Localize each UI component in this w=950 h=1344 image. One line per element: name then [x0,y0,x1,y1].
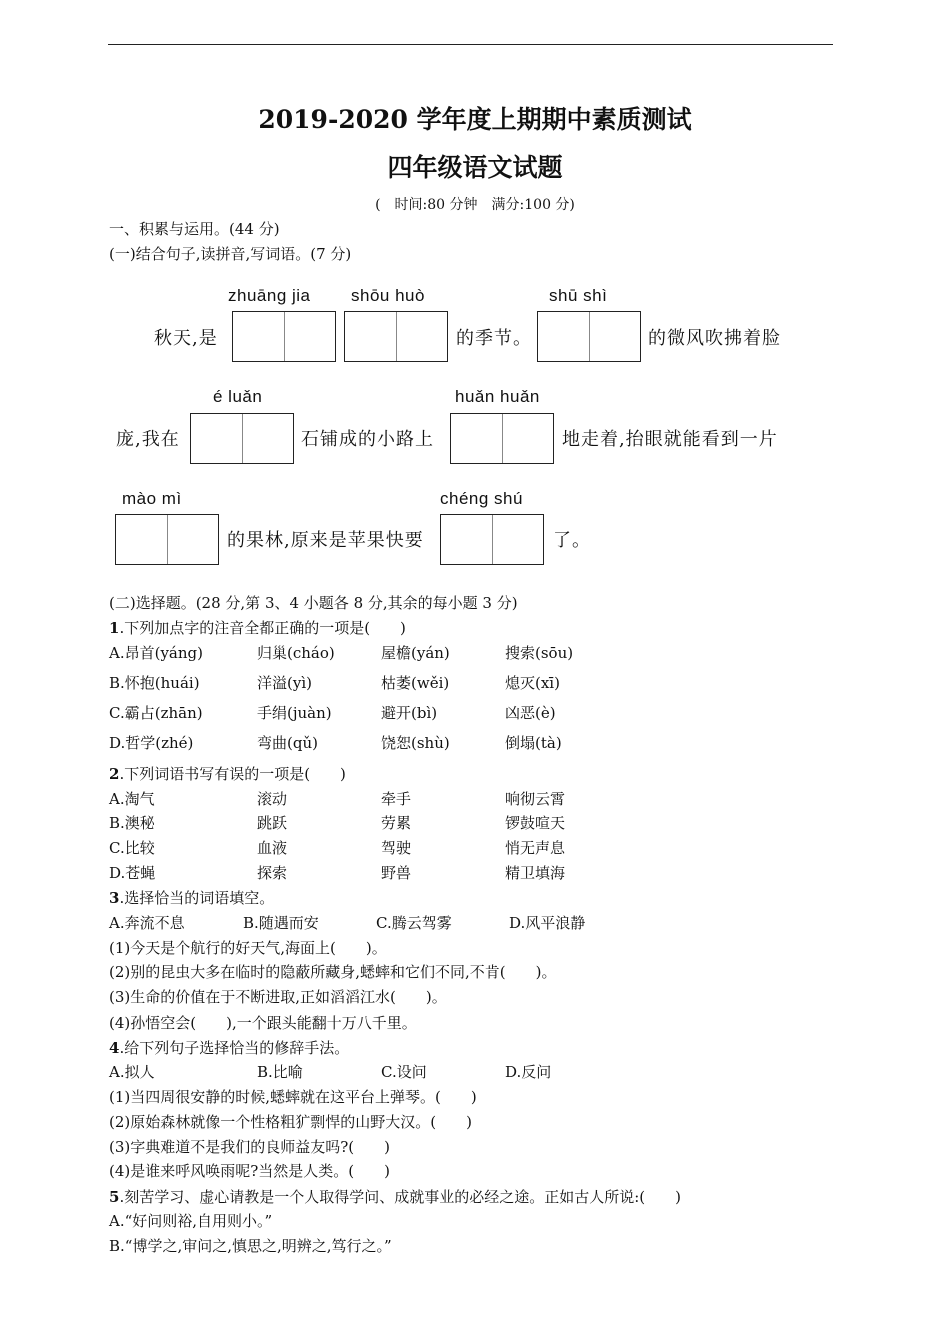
q2-option-b4: 锣鼓喧天 [505,814,566,832]
q5-option-b: B.“博学之,审问之,慎思之,明辨之,笃行之。” [109,1237,392,1255]
q2-option-c3: 驾驶 [381,839,412,857]
page-subtitle: 四年级语文试题 [387,153,563,182]
q1-option-c2: 手绢(juàn) [257,704,332,722]
q2-option-b3: 劳累 [381,814,412,832]
pinyin-chengshu: chéng shú [440,489,523,508]
q3-stem: 3.选择恰当的词语填空。 [109,889,275,907]
q2-option-d4: 精卫填海 [505,864,566,882]
q4-option-d: D.反问 [505,1063,552,1081]
q2-option-a3: 牵手 [381,790,412,808]
pinyin-eluan: é luǎn [213,387,263,406]
q2-option-a1: A.淘气 [109,790,155,808]
q1-option-b3: 枯萎(wěi) [381,674,450,692]
q1-option-a1: A.昂首(yáng) [109,644,203,662]
row3-text-2: 了。 [553,530,591,551]
q1-option-d1: D.哲学(zhé) [109,734,194,752]
q5-stem: 5.刻苦学习、虚心请教是一个人取得学问、成就事业的必经之途。正如古人所说:( ) [109,1188,681,1206]
q1-option-b2: 洋溢(yì) [257,674,312,692]
q4-option-a: A.拟人 [109,1063,155,1081]
q1-option-c4: 凶恶(è) [505,704,556,722]
q3-option-c: C.腾云驾雾 [376,914,452,932]
answer-box-chengshu[interactable] [440,514,544,565]
q1-option-d2: 弯曲(qǔ) [257,734,318,752]
q2-option-d3: 野兽 [381,864,412,882]
q1-option-b4: 熄灭(xī) [505,674,560,692]
q5-option-a: A.“好问则裕,自用则小。” [109,1212,273,1230]
q1-option-a3: 屋檐(yán) [381,644,450,662]
q1-stem: 1.下列加点字的注音全都正确的一项是( ) [109,619,406,637]
q2-option-c4: 悄无声息 [505,839,566,857]
part2-heading: (二)选择题。(28 分,第 3、4 小题各 8 分,其余的每小题 3 分) [109,594,518,612]
q1-option-c3: 避开(bì) [381,704,438,722]
q4-option-b: B.比喻 [257,1063,303,1081]
top-rule [108,44,833,45]
pinyin-shouhuo: shōu huò [351,286,425,305]
q3-option-b: B.随遇而安 [243,914,319,932]
q3-option-d: D.风平浪静 [509,914,586,932]
row2-text-1: 庞,我在 [116,429,180,450]
part1-heading: (一)结合句子,读拼音,写词语。(7 分) [109,245,352,263]
row1-text-3: 的微风吹拂着脸 [648,328,781,349]
answer-box-zhuangjia[interactable] [232,311,336,362]
q1-option-c1: C.霸占(zhān) [109,704,203,722]
q3-option-a: A.奔流不息 [109,914,185,932]
q3-item-2: (2)别的昆虫大多在临时的隐蔽所藏身,蟋蟀和它们不同,不肯( )。 [109,963,557,981]
q4-item-1: (1)当四周很安静的时候,蟋蟀就在这平台上弹琴。( ) [109,1088,477,1106]
q2-option-d1: D.苍蝇 [109,864,156,882]
answer-box-eluan[interactable] [190,413,294,464]
q2-option-d2: 探索 [257,864,288,882]
q2-option-b1: B.澳秘 [109,814,155,832]
row1-text-1: 秋天,是 [154,328,218,349]
q4-stem: 4.给下列句子选择恰当的修辞手法。 [109,1039,350,1057]
q3-item-4: (4)孙悟空会( ),一个跟头能翻十万八千里。 [109,1014,417,1032]
q2-option-c2: 血液 [257,839,288,857]
q2-stem: 2.下列词语书写有误的一项是( ) [109,765,346,783]
row1-text-2: 的季节。 [456,328,532,349]
q4-option-c: C.设问 [381,1063,427,1081]
q2-option-a4: 响彻云霄 [505,790,566,808]
row2-text-2: 石铺成的小路上 [301,429,434,450]
section-heading: 一、积累与运用。(44 分) [109,220,280,238]
q2-option-c1: C.比较 [109,839,155,857]
q2-option-b2: 跳跃 [257,814,288,832]
q4-item-3: (3)字典难道不是我们的良师益友吗?( ) [109,1138,390,1156]
q1-option-b1: B.怀抱(huái) [109,674,200,692]
q4-item-2: (2)原始森林就像一个性格粗犷剽悍的山野大汉。( ) [109,1113,472,1131]
answer-box-shushi[interactable] [537,311,641,362]
q1-option-a2: 归巢(cháo) [257,644,335,662]
q1-option-d4: 倒塌(tà) [505,734,562,752]
answer-box-huanhuan[interactable] [450,413,554,464]
pinyin-zhuangjia: zhuāng jia [228,286,311,305]
q1-option-d3: 饶恕(shù) [381,734,450,752]
answer-box-shouhuo[interactable] [344,311,448,362]
q3-item-1: (1)今天是个航行的好天气,海面上( )。 [109,939,387,957]
exam-meta: ( 时间:80 分钟 满分:100 分) [375,197,575,213]
row2-text-3: 地走着,抬眼就能看到一片 [562,429,778,450]
q2-option-a2: 滚动 [257,790,288,808]
q4-item-4: (4)是谁来呼风唤雨呢?当然是人类。( ) [109,1162,390,1180]
q1-option-a4: 搜索(sōu) [505,644,574,662]
page-title: 2019-2020 学年度上期期中素质测试 [258,105,692,134]
pinyin-shushi: shū shì [549,286,608,305]
row3-text-1: 的果林,原来是苹果快要 [227,530,424,551]
answer-box-maomi[interactable] [115,514,219,565]
pinyin-huanhuan: huǎn huǎn [455,387,540,406]
pinyin-maomi: mào mì [122,489,182,508]
q3-item-3: (3)生命的价值在于不断进取,正如滔滔江水( )。 [109,988,447,1006]
